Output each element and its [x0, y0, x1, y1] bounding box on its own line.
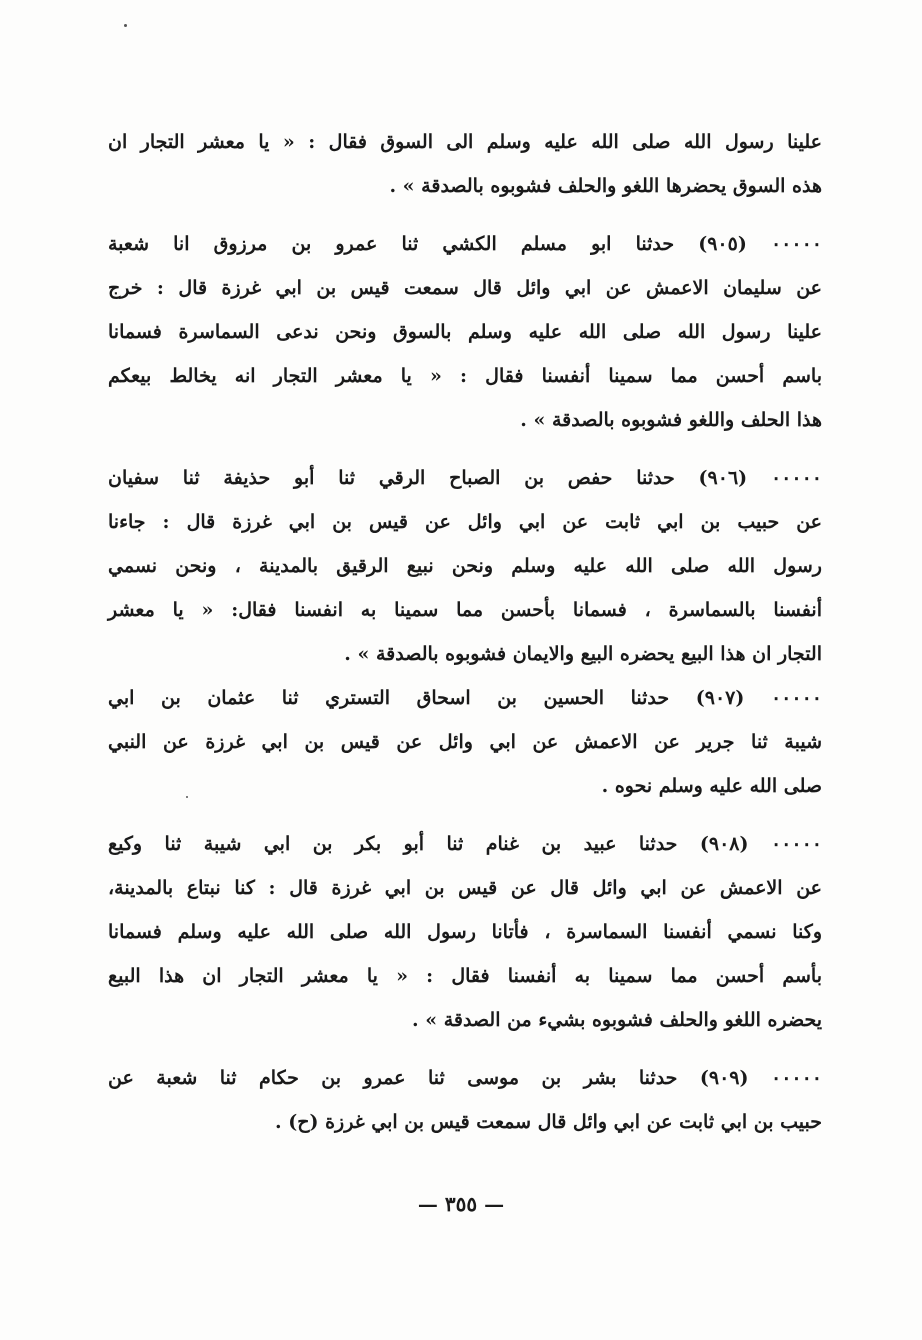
paragraph	[108, 120, 822, 208]
text-line: يحضره اللغو والحلف فشوبوه بشيء من الصدقة » .	[411, 1009, 822, 1031]
text-line: وكنا نسمي أنفسنا السماسرة ، فأتانا رسول الله صلى الله عليه وسلم فسمانا	[108, 921, 822, 943]
text-line: علينا رسول الله صلى الله عليه وسلم بالسوق ونحن ندعى السماسرة فسمانا	[108, 321, 822, 343]
text-line: بأسم أحسن مما سمينا به أنفسنا فقال : « يا معشر التجار ان هذا البيع	[108, 965, 822, 987]
text-line: ٠٠٠٠٠ (٩٠٧) حدثنا الحسين بن اسحاق التستري ثنا عثمان بن ابي	[108, 687, 822, 709]
text-line: رسول الله صلى الله عليه وسلم ونحن نبيع الرقيق بالمدينة ، ونحن نسمي	[108, 555, 822, 577]
hadith-909	[108, 1056, 822, 1144]
ink-speck	[124, 24, 127, 27]
text-line: علينا رسول الله صلى الله عليه وسلم الى السوق فقال : « يا معشر التجار ان	[108, 131, 822, 153]
text-line: عن حبيب بن ابي ثابت عن ابي وائل عن قيس بن ابي غرزة قال : جاءنا	[108, 511, 822, 533]
text-line: هذه السوق يحضرها اللغو والحلف فشوبوه بالصدقة » .	[389, 175, 822, 197]
text-line: صلى الله عليه وسلم نحوه .	[601, 775, 822, 797]
text-line: عن الاعمش عن ابي وائل قال عن قيس بن ابي غرزة قال : كنا نبتاع بالمدينة،	[108, 877, 822, 899]
text-line: شيبة ثنا جرير عن الاعمش عن ابي وائل عن قيس بن ابي غرزة عن النبي	[108, 731, 822, 753]
text-line: ٠٠٠٠٠ (٩٠٥) حدثنا ابو مسلم الكشي ثنا عمرو بن مرزوق انا شعبة	[108, 233, 822, 255]
text-line: ٠٠٠٠٠ (٩٠٦) حدثنا حفص بن الصباح الرقي ثنا أبو حذيفة ثنا سفيان	[108, 467, 822, 489]
hadith-906	[108, 456, 822, 676]
hadith-905	[108, 222, 822, 442]
text-line: أنفسنا بالسماسرة ، فسمانا بأحسن مما سمينا به انفسنا فقال: « يا معشر	[108, 599, 822, 621]
text-line: التجار ان هذا البيع يحضره البيع والايمان فشوبوه بالصدقة » .	[344, 643, 822, 665]
text-line: هذا الحلف واللغو فشوبوه بالصدقة » .	[520, 409, 822, 431]
text-line: حبيب بن ابي ثابت عن ابي وائل قال سمعت قيس بن ابي غرزة (ح) .	[275, 1111, 822, 1133]
body-text	[108, 120, 822, 1144]
hadith-907	[108, 676, 822, 808]
text-line: عن سليمان الاعمش عن ابي وائل قال سمعت قيس بن ابي غرزة قال : خرج	[108, 277, 822, 299]
hadith-908	[108, 822, 822, 1042]
text-line: ٠٠٠٠٠ (٩٠٩) حدثنا بشر بن موسى ثنا عمرو بن حكام ثنا شعبة عن	[108, 1067, 823, 1089]
text-line: باسم أحسن مما سمينا أنفسنا فقال : « يا معشر التجار انه يخالط بيعكم	[108, 365, 822, 387]
text-line: ٠٠٠٠٠ (٩٠٨) حدثنا عبيد بن غنام ثنا أبو بكر بن ابي شيبة ثنا وكيع	[108, 833, 822, 855]
page-number: — ٣٥٥ —	[417, 1192, 505, 1216]
